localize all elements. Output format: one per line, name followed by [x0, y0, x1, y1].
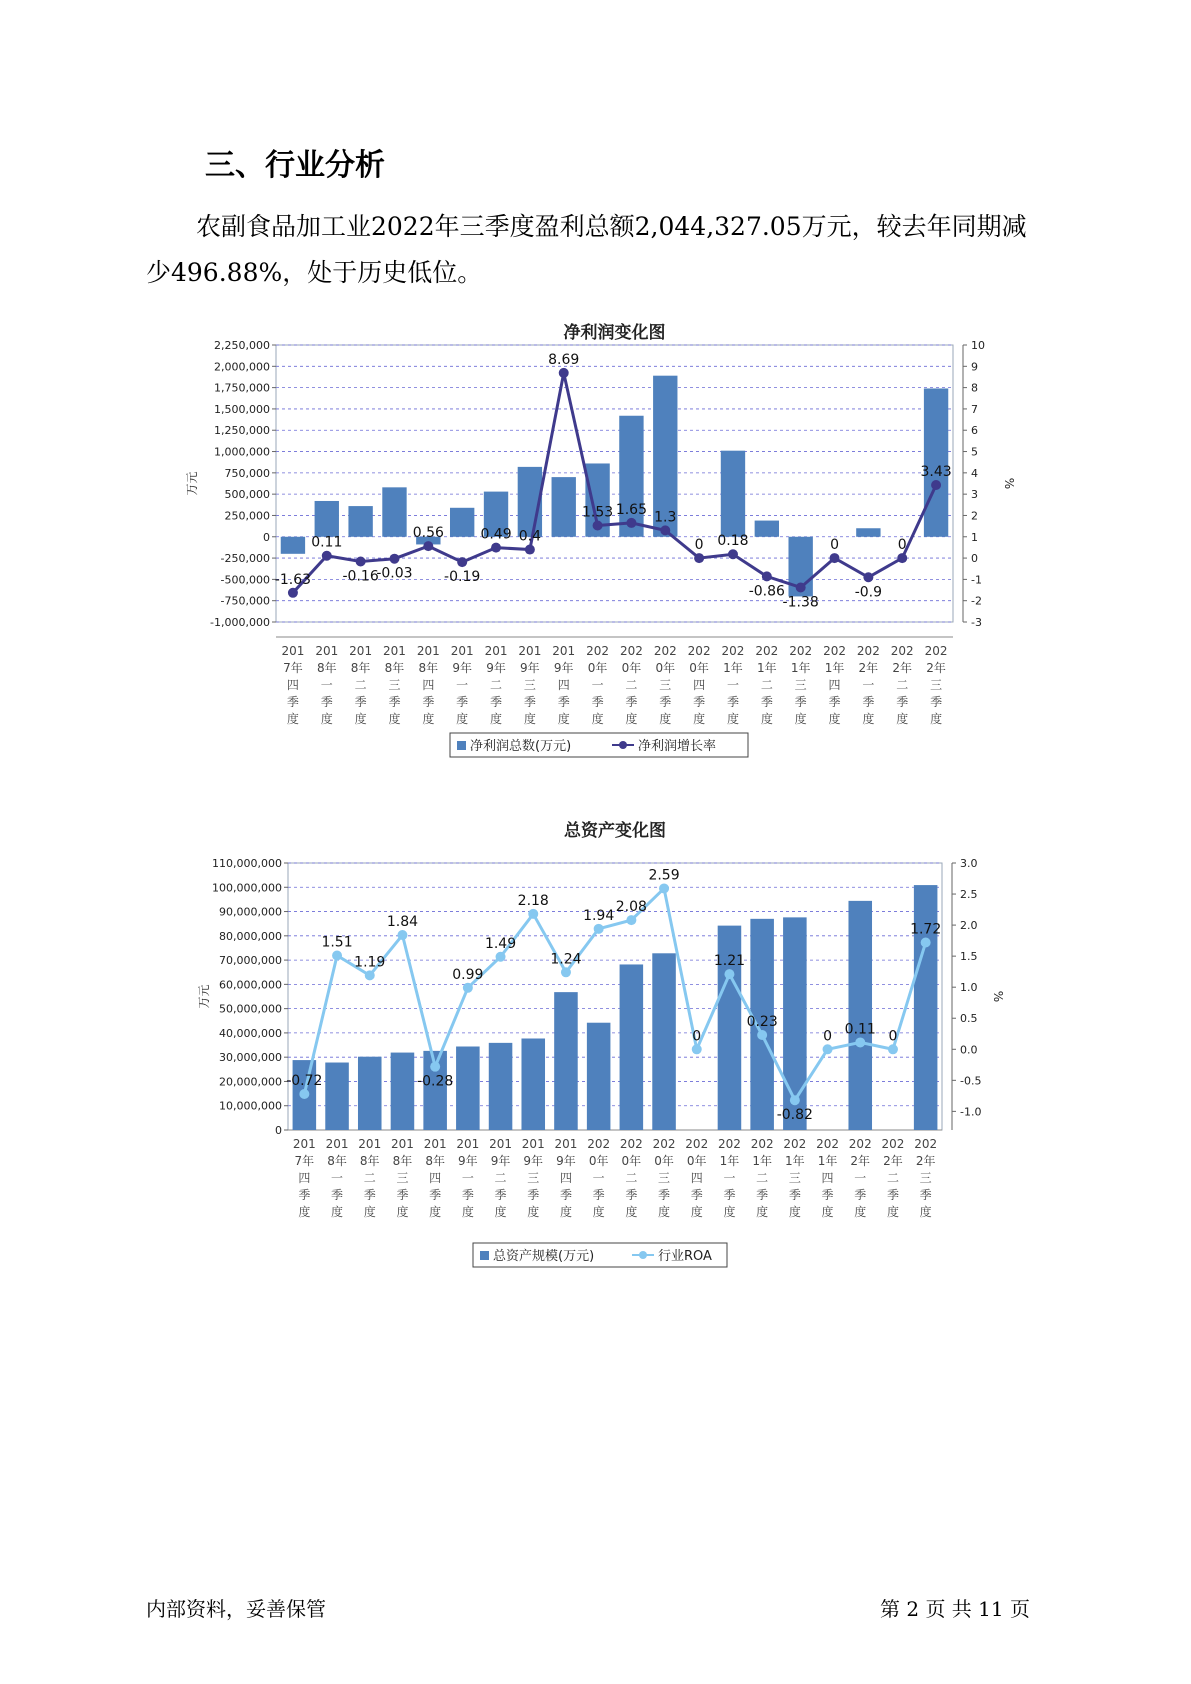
bar [456, 1047, 480, 1130]
series-point [931, 480, 941, 490]
total-assets-chart [0, 815, 1191, 1285]
y2-axis-title: % [991, 990, 1005, 1003]
data-label: 1.65 [615, 501, 648, 518]
data-label: 0.18 [717, 533, 749, 550]
x-tick-label: 202 2年一季度 [848, 1137, 872, 1219]
footer-page-number: 第 2 页 共 11 页 [880, 1597, 1030, 1621]
data-label: 1.49 [484, 935, 517, 952]
y2-tick-label: 1 [971, 530, 978, 544]
series-point [525, 545, 535, 555]
legend-line-marker [639, 1251, 647, 1259]
data-label: 2.18 [517, 892, 549, 909]
y-axis-title: 万元 [197, 984, 211, 1009]
bar [552, 477, 576, 537]
data-label: 2.08 [615, 899, 647, 916]
x-tick-label: 202 2年三季度 [924, 644, 948, 726]
x-tick-label: 201 9年一季度 [450, 644, 474, 726]
y2-tick-label: 0.5 [960, 1012, 978, 1026]
data-label: 1.3 [654, 509, 677, 526]
data-label: 3.43 [920, 463, 952, 480]
series-point [559, 368, 569, 378]
series-point [389, 554, 399, 564]
series-point [694, 553, 704, 563]
series-point [299, 1089, 309, 1099]
bar [721, 451, 745, 537]
x-tick-label: 201 8年四季度 [423, 1137, 447, 1219]
y-tick-label: -250,000 [220, 552, 270, 566]
data-label: 0 [888, 1028, 898, 1045]
bar [281, 537, 305, 554]
x-tick-label: 202 1年四季度 [823, 644, 846, 726]
x-tick-label: 202 1年二季度 [755, 644, 779, 726]
bar [587, 1023, 611, 1130]
series-point [365, 970, 375, 980]
analysis-paragraph [146, 204, 1046, 296]
y2-tick-label: 6 [971, 424, 978, 438]
series-point [423, 541, 433, 551]
y2-tick-label: 1.0 [960, 981, 978, 995]
data-label: 0.49 [480, 526, 512, 543]
data-label: -1.38 [782, 594, 819, 611]
bar [315, 501, 339, 537]
x-tick-label: 201 9年二季度 [484, 644, 508, 726]
net-profit-chart [0, 315, 1191, 785]
series-point [757, 1030, 767, 1040]
y-tick-label: 1,250,000 [214, 424, 270, 438]
x-tick-label: 202 1年三季度 [783, 1137, 807, 1219]
y2-tick-label: 3.0 [960, 857, 978, 870]
x-tick-label: 202 0年一季度 [586, 644, 610, 726]
x-tick-label: 201 9年四季度 [554, 1137, 578, 1219]
legend-line-label: 行业ROA [658, 1249, 712, 1264]
bar [348, 506, 372, 537]
series-point [491, 543, 501, 553]
series-point [796, 582, 806, 592]
series-point [288, 588, 298, 598]
chart-title: 净利润变化图 [563, 323, 666, 343]
chart-title: 总资产变化图 [564, 821, 666, 841]
bar [391, 1053, 415, 1130]
x-tick-label: 201 8年二季度 [358, 1137, 382, 1219]
series-point [626, 915, 636, 925]
data-label: -0.86 [748, 583, 785, 600]
data-label: 1.53 [581, 504, 614, 521]
x-tick-label: 202 0年四季度 [687, 644, 711, 726]
x-tick-label: 201 8年三季度 [390, 1137, 414, 1219]
x-tick-label: 201 9年一季度 [456, 1137, 480, 1219]
y2-tick-label: 0.0 [960, 1043, 978, 1057]
x-tick-label: 202 0年三季度 [653, 644, 677, 726]
y-tick-label: 500,000 [224, 488, 270, 502]
series-point [457, 557, 467, 567]
y-tick-label: 110,000,000 [212, 857, 282, 870]
bar [856, 528, 880, 537]
series-point [561, 967, 571, 977]
series-point [888, 1044, 898, 1054]
y-tick-label: 1,000,000 [214, 445, 270, 459]
series-point [863, 572, 873, 582]
y2-tick-label: -2 [971, 594, 982, 608]
data-label: 1.84 [386, 914, 419, 931]
x-tick-label: 202 0年二季度 [619, 644, 643, 726]
y2-tick-label: -0.5 [960, 1074, 982, 1088]
y-tick-label: 1,500,000 [214, 402, 270, 416]
x-tick-label: 201 8年一季度 [325, 1137, 349, 1219]
data-label: -1.63 [274, 571, 312, 588]
bar [652, 953, 676, 1130]
bar [924, 388, 948, 536]
x-tick-label: 201 9年二季度 [489, 1137, 513, 1219]
x-tick-label: 202 1年一季度 [717, 1137, 741, 1219]
series-point [593, 520, 603, 530]
legend-bar-swatch [457, 741, 466, 750]
y-tick-label: 750,000 [224, 466, 270, 480]
y-tick-label: 60,000,000 [219, 978, 282, 992]
x-tick-label: 201 9年三季度 [518, 644, 542, 726]
data-label: -0.82 [776, 1107, 813, 1124]
x-tick-label: 202 2年一季度 [856, 644, 880, 726]
x-tick-label: 201 9年四季度 [552, 644, 576, 726]
bar [848, 901, 872, 1130]
series-point [594, 924, 604, 934]
series-point [762, 571, 772, 581]
x-tick-label: 202 1年四季度 [816, 1137, 840, 1219]
series-line [293, 373, 936, 593]
y-tick-label: 40,000,000 [219, 1026, 282, 1040]
series-point [659, 883, 669, 893]
x-tick-label: 201 8年三季度 [383, 644, 406, 726]
data-label: 1.19 [354, 954, 386, 971]
x-tick-label: 202 0年二季度 [619, 1137, 643, 1219]
y2-tick-label: 9 [971, 360, 978, 374]
bar [325, 1063, 349, 1130]
y-tick-label: 0 [263, 530, 270, 544]
y2-tick-label: 7 [971, 402, 978, 416]
series-point [332, 951, 342, 961]
bar [620, 964, 644, 1130]
y-tick-label: 50,000,000 [219, 1002, 282, 1016]
x-tick-label: 201 8年一季度 [315, 644, 339, 726]
y2-axis-title: % [1002, 477, 1016, 490]
x-tick-label: 202 2年二季度 [881, 1137, 905, 1219]
series-point [728, 549, 738, 559]
series-point [724, 969, 734, 979]
bar [450, 508, 474, 537]
y-tick-label: 2,250,000 [214, 339, 270, 352]
footer-confidential: 内部资料，妥善保管 [146, 1597, 326, 1621]
data-label: 0.23 [746, 1013, 778, 1030]
series-point [626, 518, 636, 528]
y2-tick-label: 0 [971, 552, 978, 566]
x-tick-label: 202 1年三季度 [789, 644, 813, 726]
legend-line-marker [619, 741, 627, 749]
data-label: 1.51 [321, 934, 353, 951]
series-point [897, 553, 907, 563]
y-tick-label: 20,000,000 [219, 1075, 282, 1089]
y-axis-title: 万元 [185, 471, 199, 496]
x-tick-label: 202 1年一季度 [721, 644, 745, 726]
series-point [356, 556, 366, 566]
y2-tick-label: 3 [971, 488, 978, 502]
data-label: -0.19 [444, 569, 481, 586]
y2-tick-label: 2.5 [960, 888, 978, 902]
data-label: 2.59 [648, 867, 680, 884]
series-point [830, 553, 840, 563]
legend-bar-swatch [480, 1251, 489, 1260]
y-tick-label: 90,000,000 [219, 905, 282, 919]
y-tick-label: 250,000 [224, 509, 270, 523]
y2-tick-label: 2.0 [960, 919, 978, 933]
series-point [855, 1037, 865, 1047]
bar [489, 1043, 513, 1130]
data-label: 0.11 [844, 1021, 876, 1038]
y2-tick-label: -3 [971, 616, 982, 629]
data-label: 0 [830, 537, 839, 554]
data-label: 0 [692, 1028, 702, 1045]
y-tick-label: 80,000,000 [219, 929, 282, 943]
bar [554, 992, 578, 1130]
data-label: 0 [823, 1028, 833, 1045]
x-tick-label: 201 7年四季度 [281, 644, 305, 726]
y-tick-label: 10,000,000 [219, 1099, 282, 1113]
legend-line-label: 净利润增长率 [638, 739, 717, 754]
bar [382, 487, 406, 536]
x-tick-label: 201 7年四季度 [292, 1137, 316, 1219]
section-title: 三、行业分析 [205, 148, 385, 183]
y2-tick-label: 5 [971, 445, 978, 459]
series-point [823, 1044, 833, 1054]
y-tick-label: 30,000,000 [219, 1051, 282, 1065]
y-tick-label: -750,000 [220, 594, 270, 608]
data-label: 1.21 [713, 953, 746, 970]
series-point [322, 551, 332, 561]
y-tick-label: 2,000,000 [214, 360, 270, 374]
x-tick-label: 202 1年二季度 [750, 1137, 774, 1219]
data-label: -0.16 [342, 568, 379, 585]
series-point [528, 909, 538, 919]
series-point [790, 1095, 800, 1105]
data-label: -0.03 [376, 565, 413, 582]
y-tick-label: 70,000,000 [219, 954, 282, 968]
data-label: 0.99 [452, 966, 484, 983]
y-tick-label: -500,000 [220, 573, 270, 587]
data-label: 1.72 [910, 921, 942, 938]
data-label: -0.28 [417, 1073, 454, 1090]
data-label: -0.9 [854, 584, 883, 601]
y2-tick-label: -1.0 [960, 1105, 982, 1119]
y-tick-label: -1,000,000 [210, 616, 270, 629]
data-label: 8.69 [548, 351, 580, 368]
analysis-text: 农副食品加工业2022年三季度盈利总额2,044,327.05万元，较去年同期减少496.88%，处于历史低位。 [146, 212, 1027, 287]
y2-tick-label: 8 [971, 381, 978, 395]
series-point [921, 937, 931, 947]
series-point [496, 952, 506, 962]
data-label: 0 [897, 537, 907, 554]
bar [755, 521, 779, 537]
data-label: 1.24 [550, 951, 582, 968]
bar [358, 1057, 382, 1130]
y2-tick-label: 2 [971, 509, 978, 523]
x-tick-label: 202 0年四季度 [685, 1137, 709, 1219]
data-label: 0 [694, 537, 704, 554]
x-tick-label: 202 2年二季度 [890, 644, 914, 726]
data-label: -0.72 [286, 1072, 323, 1089]
legend-bar-label: 净利润总数(万元) [470, 739, 572, 754]
series-point [430, 1062, 440, 1072]
series-point [463, 983, 473, 993]
x-tick-label: 201 8年四季度 [416, 644, 440, 726]
data-label: 1.94 [583, 907, 615, 924]
y-tick-label: 1,750,000 [214, 381, 270, 395]
series-point [660, 525, 670, 535]
bar [521, 1038, 545, 1130]
y-tick-label: 0 [275, 1124, 282, 1137]
series-point [397, 930, 407, 940]
series-point [692, 1044, 702, 1054]
data-label: 0.4 [518, 528, 542, 545]
x-tick-label: 201 8年二季度 [349, 644, 373, 726]
y-tick-label: 100,000,000 [212, 881, 282, 895]
x-tick-label: 201 9年三季度 [521, 1137, 545, 1219]
data-label: 0.56 [412, 525, 444, 542]
legend-bar-label: 总资产规模(万元) [493, 1249, 595, 1264]
x-tick-label: 202 0年三季度 [652, 1137, 676, 1219]
y2-tick-label: 4 [971, 466, 978, 480]
x-tick-label: 202 0年一季度 [587, 1137, 611, 1219]
data-label: 0.11 [311, 534, 343, 551]
y2-tick-label: 10 [971, 339, 985, 352]
x-tick-label: 202 2年三季度 [914, 1137, 938, 1219]
y2-tick-label: 1.5 [960, 950, 978, 964]
y2-tick-label: -1 [971, 573, 982, 587]
